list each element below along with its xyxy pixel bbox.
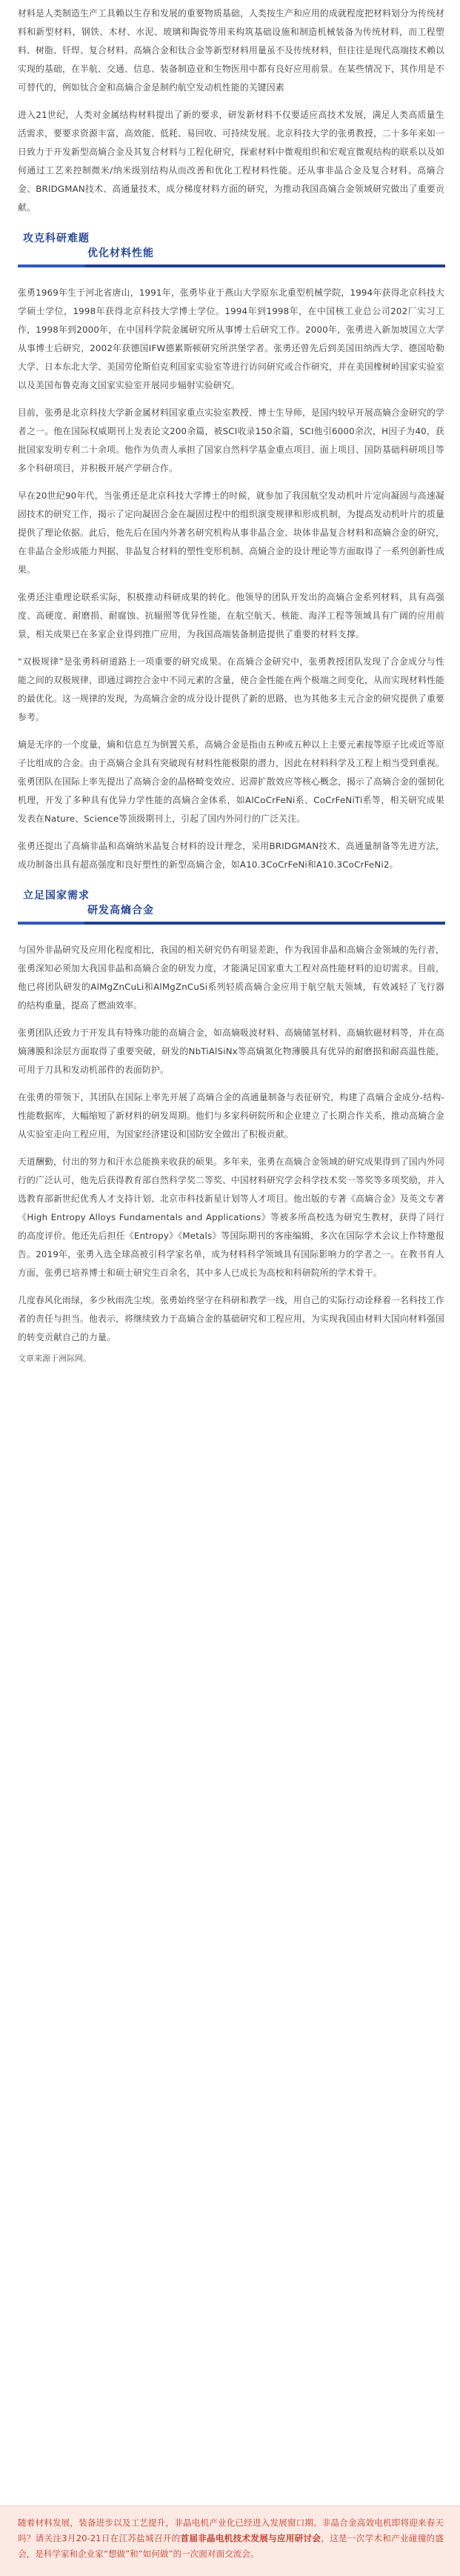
body2-paragraph-5: 几度春风化雨绿，多少秋雨洗尘埃。张勇始终坚守在科研和教学一线，用自己的实际行动诠释着一名科技工作者的责任与担当。他表示，将继续致力于高熵合金的基础研究和工程应用，为实现我国由材料大国向材料强国的转变贡献自己的力量。 <box>18 1295 444 1342</box>
body1-paragraph-7: 张勇还提出了高熵非晶和高熵纳米晶复合材料的设计理念，采用BRIDGMAN技术、高通量制备等先进方法，成功制备出具有超高强度和良好塑性的新型高熵合金，如A10.3CoCrFeNi和A10.3CoCrFeNi2。 <box>18 841 444 870</box>
section-heading-1 <box>0 229 460 273</box>
body1-paragraph-3: 早在20世纪90年代，当张勇还是北京科技大学博士的时候，就参加了我国航空发动机叶片定向凝固与高速凝固技术的研究工作，揭示了定向凝固合金在凝固过程中的组织演变规律和形成机制，为提高发动机叶片的质量提供了理论依据。此后，他先后在国内外著名研究机构从事非晶合金、块体非晶复合材料和高熵合金的研究，在非晶合金形成能力判据、非晶复合材料的塑性变形机制、高熵合金的设计理论等方面取得了一系列创新性成果。 <box>18 490 444 575</box>
section-heading-2 <box>0 886 460 931</box>
body2-paragraph-2: 张勇团队还致力于开发具有特殊功能的高熵合金，如高熵吸波材料、高熵储氢材料、高熵软磁材料等，并在高熵薄膜和涂层方面取得了重要突破，研发的NbTiAlSiNx等高熵氮化物薄膜具有优异的耐磨损和耐高温性能，可用于刀具和发动机部件的表面防护。 <box>18 1028 444 1075</box>
body1-paragraph-1: 张勇1969年生于河北省唐山，1991年，张勇毕业于燕山大学原东北重型机械学院，1994年获得北京科技大学硕士学位，1998年获得北京科技大学博士学位。1994年到1998年，在中国核工业总公司202厂实习工作，1998年到2000年，在中国科学院金属研究所从事博士后研究工作。2000年，张勇进入新加坡国立大学从事博士后研究，2002年获德国IFW德累斯顿研究所洪堡学者。张勇还曾先后到美国田纳西大学、德国哈勒大学、日本东北大学、美国劳伦斯伯克利国家实验室等进行访问研究或合作研究，并在美国橡树岭国家实验室以及美国布鲁克海文国家实验室开展同步辐射实验研究。 <box>18 287 444 390</box>
promo-text <box>0 2506 460 2562</box>
body1-paragraph-2: 目前，张勇是北京科技大学新金属材料国家重点实验室教授、博士生导师，是国内较早开展高熵合金研究的学者之一。他在国际权威期刊上发表论文200余篇，被SCI收录150余篇，SCI他引6000余次，H因子为40，获批国家发明专利二十余项。他作为负责人承担了国家自然科学基金重点项目、面上项目、国防基础科研项目等多个科研项目，并积极开展产学研合作。 <box>18 407 444 473</box>
section-heading-1-line2: 优化材料性能 <box>87 247 154 259</box>
body1-paragraph-6: 熵是无序的一个度量，熵和信息互为倒置关系，高熵合金是指由五种或五种以上主要元素按等原子比或近等原子比组成的合金。由于高熵合金具有突破现有材料性能极限的潜力，因此在材料科学及工程上相当受到重视。张勇团队在国际上率先提出了高熵合金的晶格畸变效应、迟滞扩散效应等核心概念，揭示了高熵合金的强韧化机理，开发了多种具有优异力学性能的高熵合金体系，如AlCoCrFeNi系、CoCrFeNiTi系等，相关研究成果发表在Nature、Science等顶级期刊上，引起了国内外同行的广泛关注。 <box>18 739 444 824</box>
intro-paragraph-1: 材料是人类制造生产工具赖以生存和发展的重要物质基础，人类按生产和应用的成就程度把材料划分为传统材料和新型材料，钢铁、木材、水泥、玻璃和陶瓷等用来构筑基础设施和制造机械装备为传统材料，而工程塑料、树脂、钎焊、复合材料、高熵合金和钛合金等新型材料用量虽不及传统材料，但往往是现代高端技术赖以实现的基础，在半航、交通、信息、装备制造业和生物医用中都有良好应用前景。在某些情况下，其作用是不可替代的，例如钛合金和高熵合金是制约航空发动机性能的关键因素 <box>18 8 444 93</box>
section-divider-accent <box>18 922 84 925</box>
body1-paragraph-4: 张勇还注重理论联系实际，积极推动科研成果的转化。他领导的团队开发出的高熵合金系列材料，具有高强度、高硬度、耐磨损、耐腐蚀、抗辐照等优异性能，在航空航天、核能、海洋工程等领域具有广阔的应用前景，相关成果已在多家企业得到推广应用，为我国高端装备制造提供了重要的材料支撑。 <box>18 592 444 639</box>
body1-paragraph-5: “双极规律”是张勇科研道路上一项重要的研究成果。在高熵合金研究中，张勇教授团队发现了合金成分与性能之间的双极规律，即通过调控合金中不同元素的含量，使合金性能在两个极端之间变化，从而实现材料性能的最优化。这一规律的发现，为高熵合金的成分设计提供了新的思路，也为其他多主元合金的研究提供了重要参考。 <box>18 656 444 722</box>
promo-text-after: ，这是一次学术和产业碰撞的盛会，是科学家和企业家“想做”和“如何做”的一次面对面交流会。 <box>18 2533 444 2559</box>
promo-banner <box>0 2506 460 2576</box>
intro-paragraph-2: 进入21世纪，人类对金属结构材料提出了新的要求，研发新材料不仅要适应高技术发展，满足人类高质量生活需求，要要求资源丰富，高效能、低耗、易回收、可持续发展。北京科技大学的张勇教授，二十多年来如一日致力于开发新型高熵合金及其复合材料与工程化研究，探索材料中微观组织和宏观宣微观结构的联系以及如何通过工艺来控制微米/纳米级别结构从而改善和优化工程材料性能。还从事非晶合金及复合材料、高熵合金、BRIDGMAN技术、高通量技术，成分梯度材料方面的研究，为推动我国高熵合金领域研究做出了重要贡献。 <box>18 110 444 213</box>
promo-text-before: 随着材料发展，装备进步以及工艺提升，非晶电机产业化已经进入发展窗口期。非晶合金高效电机即将迎来春天吗？请关注3月20-21日在江苏盐城召开的 <box>18 2517 444 2543</box>
body2-paragraph-3: 在张勇的带领下，其团队在国际上率先开展了高熵合金的高通量制备与表征研究，构建了高熵合金成分-结构-性能数据库，大幅缩短了新材料的研发周期。他们与多家科研院所和企业建立了长期合作关系，推动高熵合金从实验室走向工程应用，为国家经济建设和国防安全做出了积极贡献。 <box>18 1092 444 1139</box>
body2-paragraph-4: 天道酬勤，付出的努力和汗水总能换来收获的硕果。多年来，张勇在高熵合金领域的研究成果得到了国内外同行的广泛认可，他先后获得教育部自然科学奖二等奖、中国材料研究学会科学技术奖一等奖等多项奖励，并入选教育部新世纪优秀人才支持计划、北京市科技新星计划等人才项目。他出版的专著《高熵合金》及英文专著《High Entropy Alloys Fundamentals and Applications》等被多所高校选为研究生教材，获得了同行的高度评价。他还先后担任《Entropy》《Metals》等国际期刊的客座编辑，多次在国际学术会议上作特邀报告。2019年，张勇入选全球高被引科学家名单，成为材料科学领域具有国际影响力的学者之一。在教书育人方面，张勇已培养博士和硕士研究生百余名，其中多人已成长为高校和科研院所的学术骨干。 <box>18 1156 444 1278</box>
promo-event-link[interactable]: 首届非晶电机技术发展与应用研讨会 <box>180 2533 321 2543</box>
section-divider-accent <box>18 264 84 267</box>
section-heading-2-line1: 立足国家需求 <box>23 890 90 902</box>
section-heading-1-line1: 攻克科研难题 <box>23 233 90 244</box>
article-source: 文章来源于洲际网。 <box>18 1354 91 1363</box>
section-heading-2-line2: 研发高熵合金 <box>87 905 154 916</box>
body2-paragraph-1: 与国外非晶研究及应用化程度相比，我国的相关研究仍有明显差距，作为我国非晶和高熵合金领域的先行者，张勇深知必须加大我国非晶和高熵合金的研发力度，才能满足国家重大工程对高性能材料的迫切需求。目前，他已将团队研发的AlMgZnCuLi和AlMgZnCuSi系列轻质高熵合金应用于航空航天领域，有效减轻了飞行器的结构重量，提高了燃油效率。 <box>18 945 444 1011</box>
